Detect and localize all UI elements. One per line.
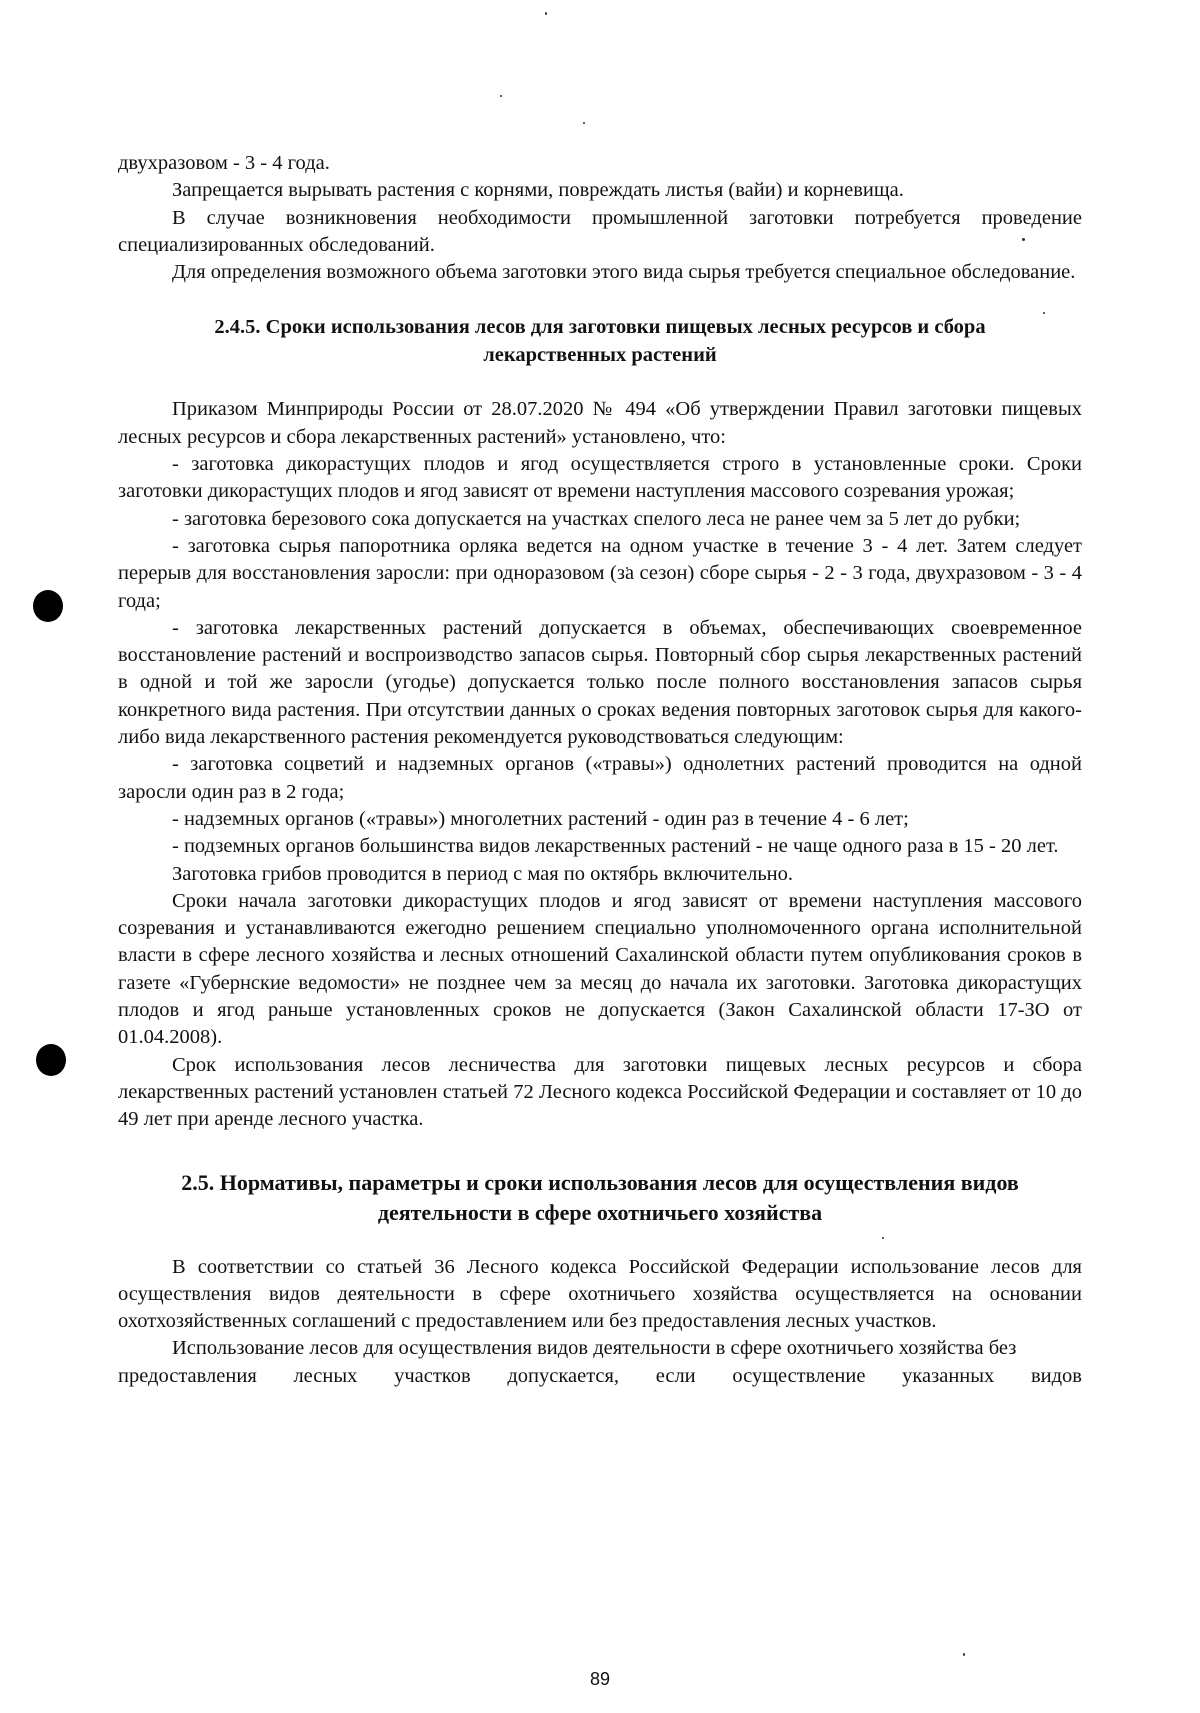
heading-line: 2.5. Нормативы, параметры и сроки использования лесов для осуществления видов [181, 1169, 1019, 1195]
paragraph: В соответствии со статьей 36 Лесного кодекса Российской Федерации использование лесов для осуществления видов деятельности в сфере охотничьего хозяйства осуществляется на основании охотхозяйственных соглашений с предоставлением или без предоставления лесных участков. [118, 1255, 1082, 1333]
heading-line: деятельности в сфере охотничьего хозяйства [377, 1199, 823, 1225]
heading-line: 2.4.5. Сроки использования лесов для заготовки пищевых лесных ресурсов и сбора [214, 316, 986, 339]
paragraph: Сроки начала заготовки дикорастущих плодов и ягод зависят от времени наступления массового созревания и устанавливаются ежегодно решением специально уполномоченного органа исполнительной власти в сфере лесного хозяйства и лесных отношений Сахалинской области путем опубликования сроков в газете «Губернские ведомости» не позднее чем за месяц до начала их заготовки. Заготовка дикорастущих плодов и ягод раньше установленных сроков не допускается (Закон Сахалинской области 17-ЗО от 01.04.2008). [118, 889, 1082, 1049]
list-item: - подземных органов большинства видов лекарственных растений - не чаще одного раза в 15 - 20 лет. [172, 835, 1059, 858]
paragraph: Приказом Минприроды России от 28.07.2020 № 494 «Об утверждении Правил заготовки пищевых лесных ресурсов и сбора лекарственных растений» установлено, что: [118, 398, 1082, 448]
paragraph: Для определения возможного объема заготовки этого вида сырья требуется специальное обследование. [172, 261, 1076, 284]
section-heading-2-5 [118, 1168, 1082, 1228]
paragraph: Использование лесов для осуществления видов деятельности в сфере охотничьего хозяйства без предоставления лесных участков допускается, если осуществление указанных видов [118, 1337, 1082, 1387]
paragraph: Запрещается вырывать растения с корнями, повреждать листья (вайи) и корневища. [172, 179, 904, 202]
paragraph-fragment: двухразовом - 3 - 4 года. [118, 152, 330, 174]
paragraph: Заготовка грибов проводится в период с мая по октябрь включительно. [172, 862, 794, 885]
list-item: - заготовка березового сока допускается на участках спелого леса не ранее чем за 5 лет до рубки; [172, 507, 1021, 530]
list-item: - надземных органов («травы») многолетних растений - один раз в течение 4 - 6 лет; [172, 807, 909, 830]
list-item: - заготовка дикорастущих плодов и ягод осуществляется строго в установленные сроки. Сроки заготовки дикорастущих плодов и ягод зависят от времени наступления массового созревания урожая; [118, 453, 1082, 503]
scan-speck [545, 12, 547, 15]
paragraph: Срок использования лесов лесничества для заготовки пищевых лесных ресурсов и сбора лекарственных растений установлен статьей 72 Лесного кодекса Российской Федерации и составляет от 10 до 49 лет при аренде лесного участка. [118, 1053, 1082, 1131]
section-heading-2-4-5 [118, 313, 1082, 369]
paragraph: В случае возникновения необходимости промышленной заготовки потребуется проведение специализированных обследований. [118, 206, 1082, 256]
heading-line: лекарственных растений [483, 344, 717, 367]
list-item: - заготовка лекарственных растений допускается в объемах, обеспечивающих своевременное восстановление растений и воспроизводство запасов сырья. Повторный сбор сырья лекарственных растений в одной и той же заросли (угодье) допускается только после полного восстановления запасов сырья конкретного вида растения. При отсутствии данных о сроках ведения повторных заготовок сырья для какого-либо вида лекарственного растения рекомендуется руководствоваться следующим: [118, 616, 1082, 749]
document-body [118, 150, 1082, 1390]
scan-speck [500, 95, 502, 97]
list-item: - заготовка сырья папоротника орляка ведется на одном участке в течение 3 - 4 лет. Затем следует перерыв для восстановления заросли: при одноразовом (за сезон) сборе сырья - 2 - 3 года, двухразовом - 3 - 4 года; [118, 534, 1082, 612]
scan-speck [583, 122, 585, 124]
page-number: 89 [589, 1669, 611, 1689]
punch-hole-mark [33, 590, 63, 622]
punch-hole-mark [36, 1044, 66, 1076]
list-item: - заготовка соцветий и надземных органов («травы») однолетних растений проводится на одной заросли один раз в 2 года; [118, 753, 1082, 803]
scan-speck [963, 1653, 965, 1656]
